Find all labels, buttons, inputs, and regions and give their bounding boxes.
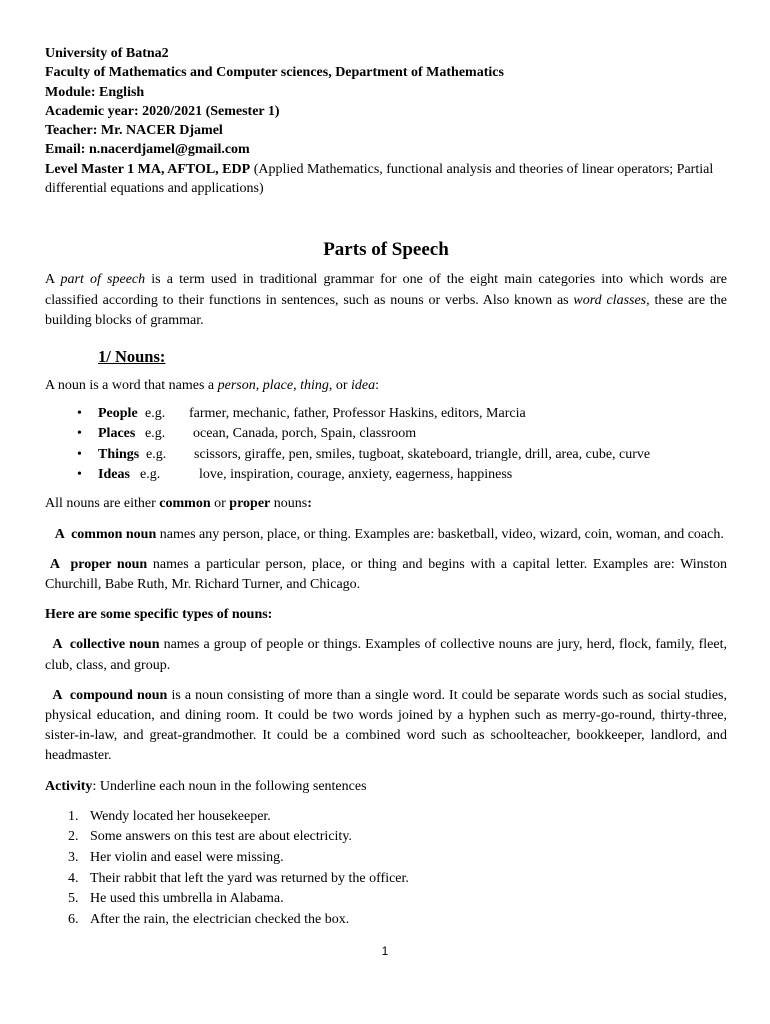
- list-item: [45, 465, 727, 485]
- category-examples: farmer, mechanic, father, Professor Haskins, editors, Marcia: [189, 406, 526, 422]
- activity-list: [45, 807, 727, 931]
- bullet-icon: •: [77, 426, 82, 442]
- category-examples: love, inspiration, courage, anxiety, eagerness, happiness: [199, 467, 513, 483]
- list-item: 5. He used this umbrella in Alabama.: [68, 891, 284, 907]
- types-heading: Here are some specific types of nouns:: [45, 607, 273, 623]
- document-header: [45, 44, 727, 198]
- list-item: [45, 424, 727, 444]
- university-line: University of Batna2: [45, 46, 169, 61]
- list-item: 2. Some answers on this test are about electricity.: [68, 829, 352, 845]
- category-eg: e.g.: [145, 426, 166, 442]
- email-line: Email: n.nacerdjamel@gmail.com: [45, 142, 250, 158]
- category-examples: scissors, giraffe, pen, smiles, tugboat, skateboard, triangle, drill, area, cube, curve: [194, 446, 651, 462]
- activity-instruction: Activity: Underline each noun in the following sentences: [45, 778, 367, 794]
- category-examples: ocean, Canada, porch, Spain, classroom: [193, 426, 417, 442]
- proper-noun-term: A proper noun: [45, 556, 148, 572]
- category-eg: e.g.: [140, 467, 161, 483]
- list-item: 4. Their rabbit that left the yard was returned by the officer.: [68, 870, 409, 886]
- level-line: [45, 160, 727, 199]
- document-page: [45, 44, 727, 930]
- proper-noun-paragraph: A proper noun names a particular person, place, or thing and begins with a capital letter. Examples are: Winston Churchill, Babe Ruth, Mr. Richard Turner, and Chicago.: [45, 556, 727, 592]
- list-item: 3. Her violin and easel were missing.: [68, 850, 284, 865]
- common-noun-paragraph: A common noun names any person, place, or thing. Examples are: basketball, video, wizard, coin, woman, and coach.: [45, 526, 724, 542]
- faculty-line: Faculty of Mathematics and Computer sciences, Department of Mathematics: [45, 65, 504, 81]
- term-word-classes: word classes: [573, 292, 647, 308]
- compound-noun-term: A compound noun: [45, 687, 168, 703]
- noun-category-list: [45, 404, 727, 485]
- section-heading-nouns: 1/ Nouns:: [98, 346, 166, 366]
- category-name: People: [98, 406, 138, 422]
- common-noun-term: A common noun: [45, 526, 157, 542]
- bullet-icon: •: [77, 406, 82, 422]
- collective-noun-term: A collective noun: [45, 637, 160, 653]
- list-item: [45, 445, 727, 465]
- intro-paragraph: A part of speech is a term used in traditional grammar for one of the eight main categories into which words are classified according to their functions in sentences, such as nouns or verbs. Also known as word classes, these are the building blocks of grammar.: [45, 272, 727, 328]
- list-item: 6. After the rain, the electrician checked the box.: [68, 911, 350, 927]
- compound-noun-paragraph: A compound noun is a noun consisting of more than a single word. It could be separate words such as social studies, physical education, and dining room. It could be two words joined by a hyphen such as merry-go-round, thirty-three, sister-in-law, and great-grandmother. It could be a combined word such as schoolteacher, bookkeeper, landlord, and headmaster.: [45, 687, 727, 764]
- academic-year-line: Academic year: 2020/2021 (Semester 1): [45, 103, 280, 119]
- page-number: 1: [381, 944, 389, 958]
- teacher-line: Teacher: Mr. NACER Djamel: [45, 123, 223, 139]
- level-bold: Level Master 1 MA, AFTOL, EDP: [45, 161, 251, 177]
- page-title: Parts of Speech: [323, 239, 449, 261]
- all-nouns-statement: All nouns are either common or proper nouns:: [45, 496, 312, 512]
- list-item: [45, 404, 727, 424]
- term-part-of-speech: part of speech: [60, 272, 146, 288]
- module-line: Module: English: [45, 84, 145, 100]
- collective-noun-paragraph: A collective noun names a group of people or things. Examples of collective nouns are jury, herd, flock, family, fleet, club, class, and group.: [45, 637, 727, 673]
- category-eg: e.g.: [146, 446, 167, 462]
- activity-label: Activity: [45, 778, 93, 794]
- category-name: Places: [98, 426, 136, 442]
- category-name: Ideas: [98, 467, 130, 483]
- level-description: (Applied Mathematics, functional analysis and theories of linear operators; Partial differential equations and applications): [45, 161, 714, 197]
- list-item: 1. Wendy located her housekeeper.: [68, 808, 271, 824]
- bullet-icon: •: [77, 446, 82, 462]
- bullet-icon: •: [77, 467, 82, 483]
- category-eg: e.g.: [145, 406, 166, 422]
- category-name: Things: [98, 446, 140, 462]
- noun-definition: A noun is a word that names a person, place, thing, or idea:: [45, 377, 380, 393]
